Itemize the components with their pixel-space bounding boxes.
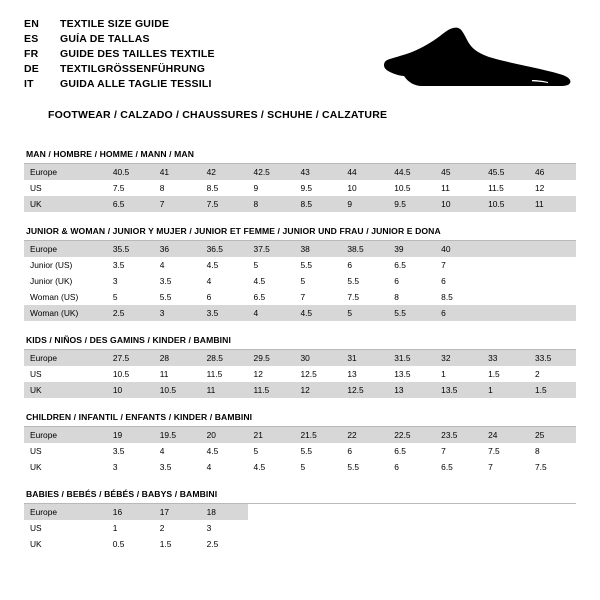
cell: 7.5 <box>529 459 576 475</box>
cell: 7 <box>154 196 201 212</box>
table-row <box>24 366 576 382</box>
cell: 45.5 <box>482 164 529 180</box>
cell: 8.5 <box>294 196 341 212</box>
cell: 6.5 <box>435 459 482 475</box>
cell: 7 <box>435 443 482 459</box>
cell: 3 <box>201 520 248 536</box>
row-label: Europe <box>24 164 107 180</box>
row-label: UK <box>24 382 107 398</box>
section-title: JUNIOR & WOMAN / JUNIOR Y MUJER / JUNIOR ET FEMME / JUNIOR UND FRAU / JUNIOR E DONA <box>26 226 441 236</box>
cell: 44 <box>341 164 388 180</box>
cell: 10.5 <box>154 382 201 398</box>
table-row <box>24 382 576 398</box>
row-label: Europe <box>24 427 107 443</box>
cell: 5 <box>107 289 154 305</box>
cell: 19 <box>107 427 154 443</box>
cell: 21.5 <box>294 427 341 443</box>
table-row <box>24 289 576 305</box>
cell: 8.5 <box>201 180 248 196</box>
section-title: CHILDREN / INFANTIL / ENFANTS / KINDER / BAMBINI <box>26 412 253 422</box>
cell: 3.5 <box>154 273 201 289</box>
cell: 32 <box>435 350 482 366</box>
cell: 5.5 <box>341 459 388 475</box>
cell: 13.5 <box>435 382 482 398</box>
language-code: EN <box>24 18 39 30</box>
row-label: US <box>24 180 107 196</box>
cell: 42.5 <box>248 164 295 180</box>
cell: 30 <box>294 350 341 366</box>
table-row <box>24 273 576 289</box>
row-label: Junior (US) <box>24 257 107 273</box>
cell: 7.5 <box>107 180 154 196</box>
cell: 6.5 <box>388 443 435 459</box>
section-man <box>24 149 576 212</box>
cell: 1 <box>482 382 529 398</box>
cell: 6 <box>341 257 388 273</box>
cell: 41 <box>154 164 201 180</box>
document-header <box>0 0 600 121</box>
cell: 36 <box>154 241 201 257</box>
dress-shoe-icon <box>382 24 572 94</box>
language-code: ES <box>24 33 39 45</box>
row-label: Junior (UK) <box>24 273 107 289</box>
section-kids <box>24 335 576 398</box>
cell: 19.5 <box>154 427 201 443</box>
cell: 12.5 <box>341 382 388 398</box>
cell: 8 <box>529 443 576 459</box>
table-row <box>24 520 576 536</box>
cell: 9.5 <box>388 196 435 212</box>
cell-empty <box>248 504 576 520</box>
cell: 3.5 <box>107 257 154 273</box>
cell: 5 <box>294 273 341 289</box>
cell: 4.5 <box>294 305 341 321</box>
cell: 3 <box>107 273 154 289</box>
cell: 6 <box>435 305 482 321</box>
cell: 0.5 <box>107 536 154 552</box>
cell: 6 <box>388 459 435 475</box>
cell: 8 <box>154 180 201 196</box>
cell: 12.5 <box>294 366 341 382</box>
cell-empty <box>248 536 576 552</box>
cell-empty <box>482 241 576 257</box>
cell: 33.5 <box>529 350 576 366</box>
table-row <box>24 305 576 321</box>
cell: 9.5 <box>294 180 341 196</box>
cell: 11 <box>154 366 201 382</box>
table-row <box>24 536 576 552</box>
table-row <box>24 241 576 257</box>
cell: 29.5 <box>248 350 295 366</box>
section-title: MAN / HOMBRE / HOMME / MANN / MAN <box>26 149 195 159</box>
cell: 44.5 <box>388 164 435 180</box>
cell: 6 <box>201 289 248 305</box>
language-row <box>24 18 215 33</box>
table-row <box>24 504 576 520</box>
cell: 17 <box>154 504 201 520</box>
cell: 39 <box>388 241 435 257</box>
section-title: BABIES / BEBÉS / BÉBÉS / BABYS / BAMBINI <box>26 489 218 499</box>
language-row <box>24 78 215 93</box>
cell: 8 <box>248 196 295 212</box>
table-row <box>24 350 576 366</box>
table-row <box>24 443 576 459</box>
language-title: TEXTILGRÖSSENFÜHRUNG <box>60 63 206 75</box>
language-code: DE <box>24 63 39 75</box>
cell: 3 <box>107 459 154 475</box>
category-title: FOOTWEAR / CALZADO / CHAUSSURES / SCHUHE / CALZATURE <box>48 109 388 121</box>
cell: 1 <box>435 366 482 382</box>
cell: 31.5 <box>388 350 435 366</box>
cell: 5 <box>248 257 295 273</box>
size-sections <box>0 149 600 552</box>
cell: 33 <box>482 350 529 366</box>
cell: 5.5 <box>294 443 341 459</box>
cell: 6.5 <box>248 289 295 305</box>
language-title: TEXTILE SIZE GUIDE <box>60 18 170 30</box>
cell: 7 <box>294 289 341 305</box>
cell: 38 <box>294 241 341 257</box>
cell: 20 <box>201 427 248 443</box>
cell: 9 <box>341 196 388 212</box>
cell: 37.5 <box>248 241 295 257</box>
cell: 3.5 <box>107 443 154 459</box>
row-label: US <box>24 443 107 459</box>
cell: 45 <box>435 164 482 180</box>
language-row <box>24 48 215 63</box>
size-table-junior-woman <box>24 241 576 321</box>
cell: 2 <box>529 366 576 382</box>
row-label: US <box>24 520 107 536</box>
cell: 11.5 <box>248 382 295 398</box>
cell: 10 <box>107 382 154 398</box>
cell: 7 <box>482 459 529 475</box>
size-table-kids <box>24 350 576 398</box>
cell: 4.5 <box>201 257 248 273</box>
cell: 1 <box>107 520 154 536</box>
table-row <box>24 164 576 180</box>
cell: 40 <box>435 241 482 257</box>
cell: 2.5 <box>107 305 154 321</box>
cell: 8 <box>388 289 435 305</box>
cell: 1.5 <box>482 366 529 382</box>
cell: 3.5 <box>154 459 201 475</box>
size-table-children <box>24 427 576 475</box>
cell: 5.5 <box>154 289 201 305</box>
cell: 24 <box>482 427 529 443</box>
cell: 31 <box>341 350 388 366</box>
cell: 4 <box>201 459 248 475</box>
cell: 11 <box>529 196 576 212</box>
table-row <box>24 257 576 273</box>
cell: 21 <box>248 427 295 443</box>
section-children <box>24 412 576 475</box>
cell: 10 <box>341 180 388 196</box>
row-label: Europe <box>24 504 107 520</box>
cell: 13 <box>388 382 435 398</box>
cell: 6.5 <box>107 196 154 212</box>
cell: 4.5 <box>248 459 295 475</box>
cell: 28.5 <box>201 350 248 366</box>
language-code: FR <box>24 48 39 60</box>
cell: 40.5 <box>107 164 154 180</box>
cell: 22 <box>341 427 388 443</box>
cell-empty <box>482 289 576 305</box>
cell: 9 <box>248 180 295 196</box>
cell-empty <box>248 520 576 536</box>
cell: 2.5 <box>201 536 248 552</box>
cell: 11 <box>201 382 248 398</box>
cell: 28 <box>154 350 201 366</box>
cell: 10.5 <box>388 180 435 196</box>
cell: 5 <box>248 443 295 459</box>
cell: 11 <box>435 180 482 196</box>
cell: 12 <box>248 366 295 382</box>
row-label: UK <box>24 536 107 552</box>
cell: 38.5 <box>341 241 388 257</box>
cell: 4.5 <box>201 443 248 459</box>
table-row <box>24 180 576 196</box>
cell: 23.5 <box>435 427 482 443</box>
cell: 12 <box>529 180 576 196</box>
cell: 35.5 <box>107 241 154 257</box>
cell: 46 <box>529 164 576 180</box>
cell: 7.5 <box>341 289 388 305</box>
language-row <box>24 33 215 48</box>
cell: 3 <box>154 305 201 321</box>
size-table-man <box>24 164 576 212</box>
cell: 5 <box>294 459 341 475</box>
language-row <box>24 63 215 78</box>
cell: 7.5 <box>482 443 529 459</box>
cell: 5.5 <box>341 273 388 289</box>
cell: 27.5 <box>107 350 154 366</box>
cell: 43 <box>294 164 341 180</box>
cell: 6 <box>388 273 435 289</box>
row-label: Europe <box>24 350 107 366</box>
cell: 7 <box>435 257 482 273</box>
cell: 5.5 <box>388 305 435 321</box>
language-title: GUIDA ALLE TAGLIE TESSILI <box>60 78 212 90</box>
row-label: Woman (US) <box>24 289 107 305</box>
row-label: Woman (UK) <box>24 305 107 321</box>
language-title-list <box>24 18 215 93</box>
cell: 2 <box>154 520 201 536</box>
cell: 13.5 <box>388 366 435 382</box>
cell: 4 <box>201 273 248 289</box>
cell: 10.5 <box>482 196 529 212</box>
row-label: US <box>24 366 107 382</box>
cell: 13 <box>341 366 388 382</box>
table-row <box>24 459 576 475</box>
cell: 6 <box>435 273 482 289</box>
cell-empty <box>482 257 576 273</box>
cell: 36.5 <box>201 241 248 257</box>
cell: 11.5 <box>482 180 529 196</box>
cell: 1.5 <box>154 536 201 552</box>
cell: 5 <box>341 305 388 321</box>
section-title: KIDS / NIÑOS / DES GAMINS / KINDER / BAMBINI <box>26 335 231 345</box>
language-title: GUIDE DES TAILLES TEXTILE <box>60 48 215 60</box>
row-label: Europe <box>24 241 107 257</box>
cell: 6.5 <box>388 257 435 273</box>
cell: 4 <box>154 257 201 273</box>
cell-empty <box>482 273 576 289</box>
cell: 4 <box>154 443 201 459</box>
cell: 10 <box>435 196 482 212</box>
cell: 18 <box>201 504 248 520</box>
cell: 5.5 <box>294 257 341 273</box>
cell: 12 <box>294 382 341 398</box>
cell: 1.5 <box>529 382 576 398</box>
cell: 11.5 <box>201 366 248 382</box>
cell: 4 <box>248 305 295 321</box>
section-babies <box>24 489 576 552</box>
row-label: UK <box>24 459 107 475</box>
language-title: GUÍA DE TALLAS <box>60 33 150 45</box>
row-label: UK <box>24 196 107 212</box>
section-junior-woman <box>24 226 576 321</box>
cell: 22.5 <box>388 427 435 443</box>
cell: 42 <box>201 164 248 180</box>
language-code: IT <box>24 78 34 90</box>
cell: 6 <box>341 443 388 459</box>
size-table-babies <box>24 504 576 552</box>
cell-empty <box>482 305 576 321</box>
cell: 10.5 <box>107 366 154 382</box>
table-row <box>24 196 576 212</box>
cell: 16 <box>107 504 154 520</box>
table-row <box>24 427 576 443</box>
cell: 25 <box>529 427 576 443</box>
cell: 3.5 <box>201 305 248 321</box>
cell: 8.5 <box>435 289 482 305</box>
cell: 7.5 <box>201 196 248 212</box>
cell: 4.5 <box>248 273 295 289</box>
